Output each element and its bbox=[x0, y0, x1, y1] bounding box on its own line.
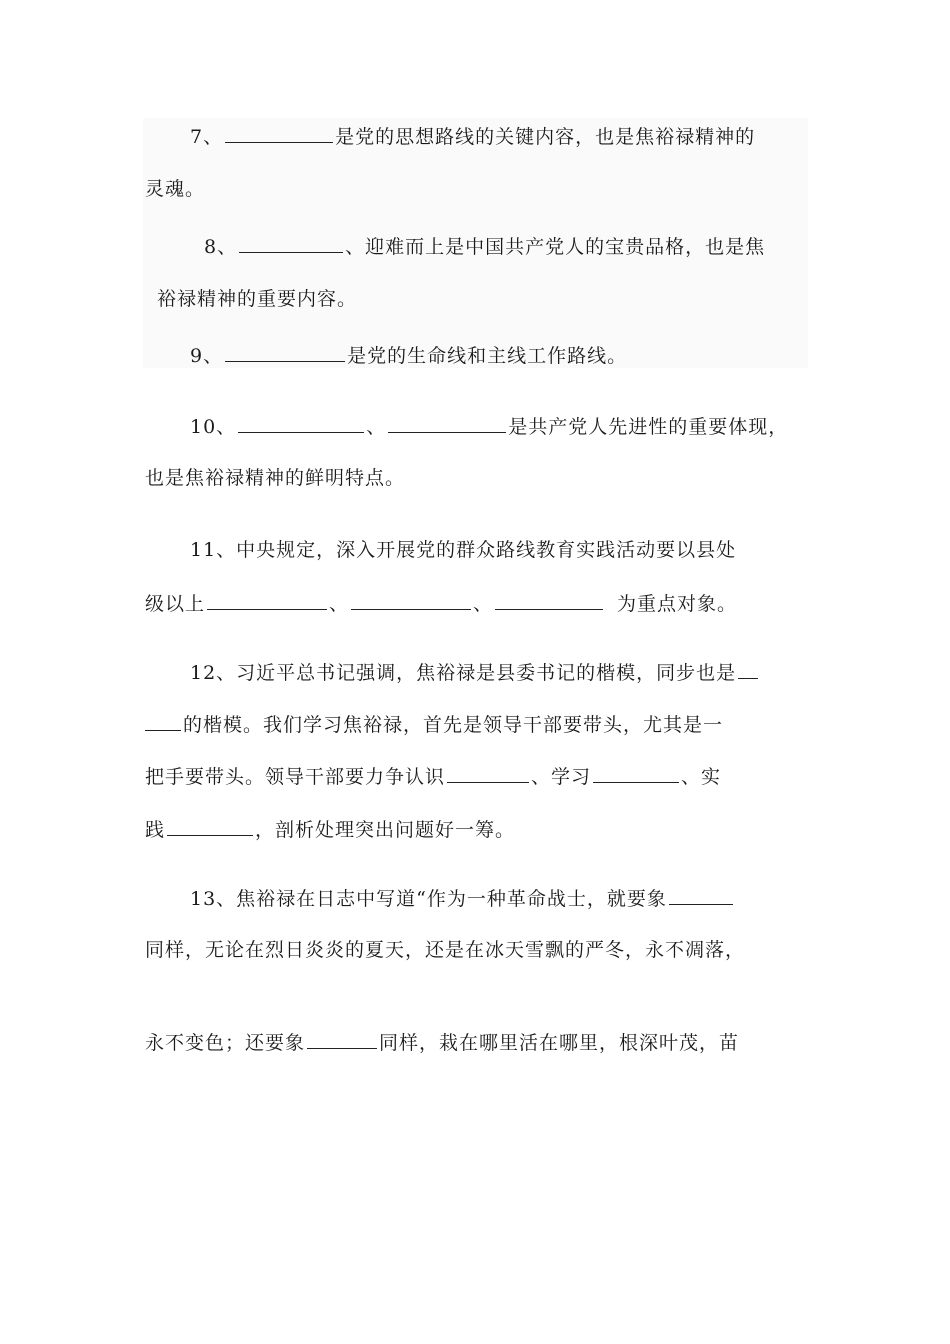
q9-line1 bbox=[190, 343, 627, 368]
q11-blank-3[interactable] bbox=[495, 591, 603, 610]
q9-text: 是党的生命线和主线工作路线。 bbox=[347, 345, 628, 367]
q13-blank-1[interactable] bbox=[669, 886, 733, 905]
q8-line1 bbox=[204, 234, 765, 259]
q10-line2: 也是焦裕禄精神的鲜明特点。 bbox=[145, 467, 406, 489]
q12-line3: 把手要带头。领导干部要力争认识 、学习 、实 bbox=[145, 766, 722, 788]
q7-number: 7、 bbox=[190, 126, 224, 148]
q9-blank[interactable] bbox=[225, 343, 345, 362]
q7-line2: 灵魂。 bbox=[145, 178, 206, 200]
q12-blank-4[interactable] bbox=[167, 817, 253, 836]
q12-blank-3[interactable] bbox=[593, 764, 679, 783]
q11-line2: 级以上 、 、 为重点对象。 bbox=[145, 593, 738, 615]
q11-line1: 11、中央规定，深入开展党的群众路线教育实践活动要以县处 bbox=[190, 539, 737, 561]
q12-line1: 12、习近平总书记强调，焦裕禄是县委书记的楷模，同步也是 bbox=[190, 660, 760, 685]
q12-blank-1b[interactable] bbox=[145, 712, 181, 731]
q8-blank[interactable] bbox=[239, 234, 343, 253]
q10-blank-2[interactable] bbox=[388, 414, 506, 433]
q8-line2: 裕禄精神的重要内容。 bbox=[157, 288, 358, 310]
q13-line1: 13、焦裕禄在日志中写道“作为一种革命战士，就要象 bbox=[190, 886, 735, 911]
q7-blank[interactable] bbox=[225, 124, 333, 143]
q8-text: 、迎难而上是中国共产党人的宝贵品格，也是焦 bbox=[345, 236, 766, 258]
q11-blank-2[interactable] bbox=[351, 591, 471, 610]
q7-text: 是党的思想路线的关键内容，也是焦裕禄精神的 bbox=[335, 126, 756, 148]
q13-blank-2[interactable] bbox=[307, 1030, 377, 1049]
q13-line2: 同样，无论在烈日炎炎的夏天，还是在冰天雪飘的严冬，永不凋落， bbox=[145, 939, 746, 961]
q11-blank-1[interactable] bbox=[207, 591, 327, 610]
q13-line3: 永不变色；还要象 同样，栽在哪里活在哪里，根深叶茂，苗 bbox=[145, 1032, 740, 1054]
q12-line2: 的楷模。我们学习焦裕禄，首先是领导干部要带头，尤其是一 bbox=[145, 712, 723, 737]
q12-blank-1a[interactable] bbox=[738, 660, 758, 679]
q12-line4: 践 ，剖析处理突出问题好一筹。 bbox=[145, 819, 516, 841]
q7-line1 bbox=[190, 124, 755, 149]
q8-number: 8、 bbox=[204, 236, 238, 258]
q12-blank-2[interactable] bbox=[447, 764, 529, 783]
q10-blank-1[interactable] bbox=[238, 414, 364, 433]
q10-line1: 10、 、 是共产党人先进性的重要体现， bbox=[190, 416, 789, 438]
q9-number: 9、 bbox=[190, 345, 224, 367]
q10-number: 10、 bbox=[190, 416, 237, 438]
